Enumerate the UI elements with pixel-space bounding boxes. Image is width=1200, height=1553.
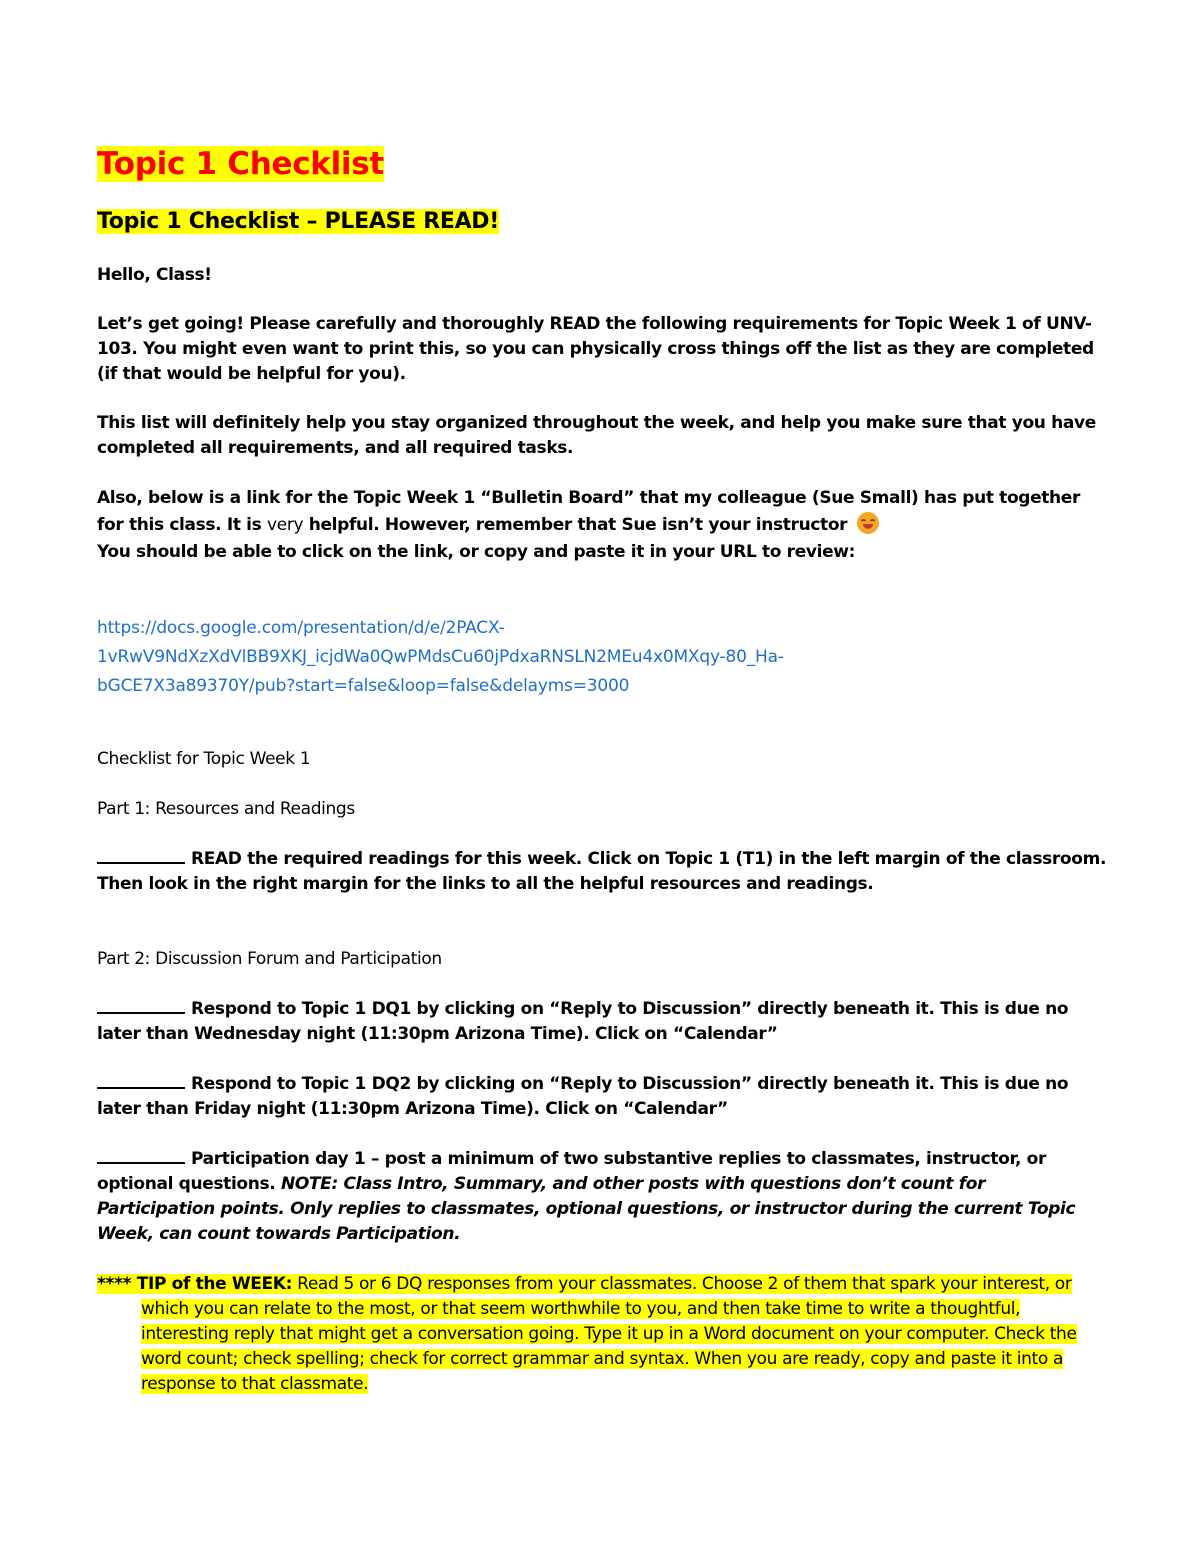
page-subtitle [97,206,1107,238]
dq2-item-text: Respond to Topic 1 DQ2 by clicking on “Reply to Discussion” directly beneath it. This is due no later than Friday night (11:30pm Arizona Time). Click on “Calendar” [97,1074,1069,1119]
bulletin-link-line-2[interactable]: 1vRwV9NdXzXdVlBB9XKJ_icjdWa0QwPMdsCu60jPdxaRNSLN2MEu4x0MXqy-80_Ha- [97,647,784,667]
list-help-paragraph: This list will definitely help you stay organized throughout the week, and help you make sure that you have completed all requirements, and all required tasks. [97,413,1096,458]
checkbox-blank-line[interactable] [97,1073,185,1089]
checklist-heading-text: Checklist for Topic Week 1 [97,749,311,769]
page-title [97,140,1107,188]
bulletin-link-line-1[interactable]: https://docs.google.com/presentation/d/e/2PACX- [97,618,505,638]
dq2-checklist-item [97,1072,1107,1122]
bulletin-text-a: Also, below is a link for the Topic Week 1 “Bulletin Board” that my colleague (Sue Small) has put together for this class. It is [97,488,1081,535]
page-subtitle-text: Topic 1 Checklist – PLEASE READ! [97,209,499,234]
participation-checklist-item [97,1147,1107,1247]
bulletin-link[interactable] [97,614,1107,701]
document-content [97,140,1107,1397]
dq1-item-text: Respond to Topic 1 DQ1 by clicking on “Reply to Discussion” directly beneath it. This is due no later than Wednesday night (11:30pm Arizona Time). Click on “Calendar” [97,999,1069,1044]
bulletin-text-c: You should be able to click on the link, or copy and paste it in your URL to review: [97,542,856,562]
bulletin-text-b: helpful. However, remember that Sue isn’t your instructor [303,515,848,535]
part1-item-text: READ the required readings for this week. Click on Topic 1 (T1) in the left margin of the classroom. Then look in the right margin for the links to all the helpful resources and readings. [97,849,1107,894]
bulletin-paragraph [97,485,1107,566]
page-title-text: Topic 1 Checklist [97,146,384,182]
dq1-checklist-item [97,997,1107,1047]
greeting: Hello, Class! [97,265,212,285]
checkbox-blank-line[interactable] [97,998,185,1014]
tip-label: **** TIP of the WEEK: [97,1274,293,1294]
checklist-heading [97,747,1107,772]
part2-heading [97,947,1107,972]
tip-of-week [97,1272,1107,1397]
part1-heading-text: Part 1: Resources and Readings [97,799,355,819]
bulletin-link-line-3[interactable]: bGCE7X3a89370Y/pub?start=false&loop=false&delayms=3000 [97,676,630,696]
part2-heading-text: Part 2: Discussion Forum and Participation [97,949,442,969]
participation-note: NOTE: Class Intro, Summary, and other posts with questions don’t count for Participation points. Only replies to classmates, optional questions, or instructor during the current Topic Week, can count towards Participation. [97,1174,1076,1244]
part1-checklist-item [97,847,1107,897]
intro-paragraph: Let’s get going! Please carefully and thoroughly READ the following requirements for Topic Week 1 of UNV-103. You might even want to print this, so you can physically cross things off the list as they are completed (if that would be helpful for you). [97,314,1094,384]
part1-heading [97,797,1107,822]
tip-text: Read 5 or 6 DQ responses from your classmates. Choose 2 of them that spark your interest, or which you can relate to the most, or that seem worthwhile to you, and then take time to write a thoughtful, interesting reply that might get a conversation going. Type it up in a Word document on your computer. Check the word count; check spelling; check for correct grammar and syntax. When you are ready, copy and paste it into a response to that classmate. [141,1274,1077,1394]
checkbox-blank-line[interactable] [97,1148,185,1164]
bulletin-very: very [267,515,304,535]
participation-item-text: Participation day 1 – post a minimum of two substantive replies to classmates, instructor, or optional questions. [97,1149,1047,1194]
smiling-face-icon [857,512,879,534]
checkbox-blank-line[interactable] [97,848,185,864]
